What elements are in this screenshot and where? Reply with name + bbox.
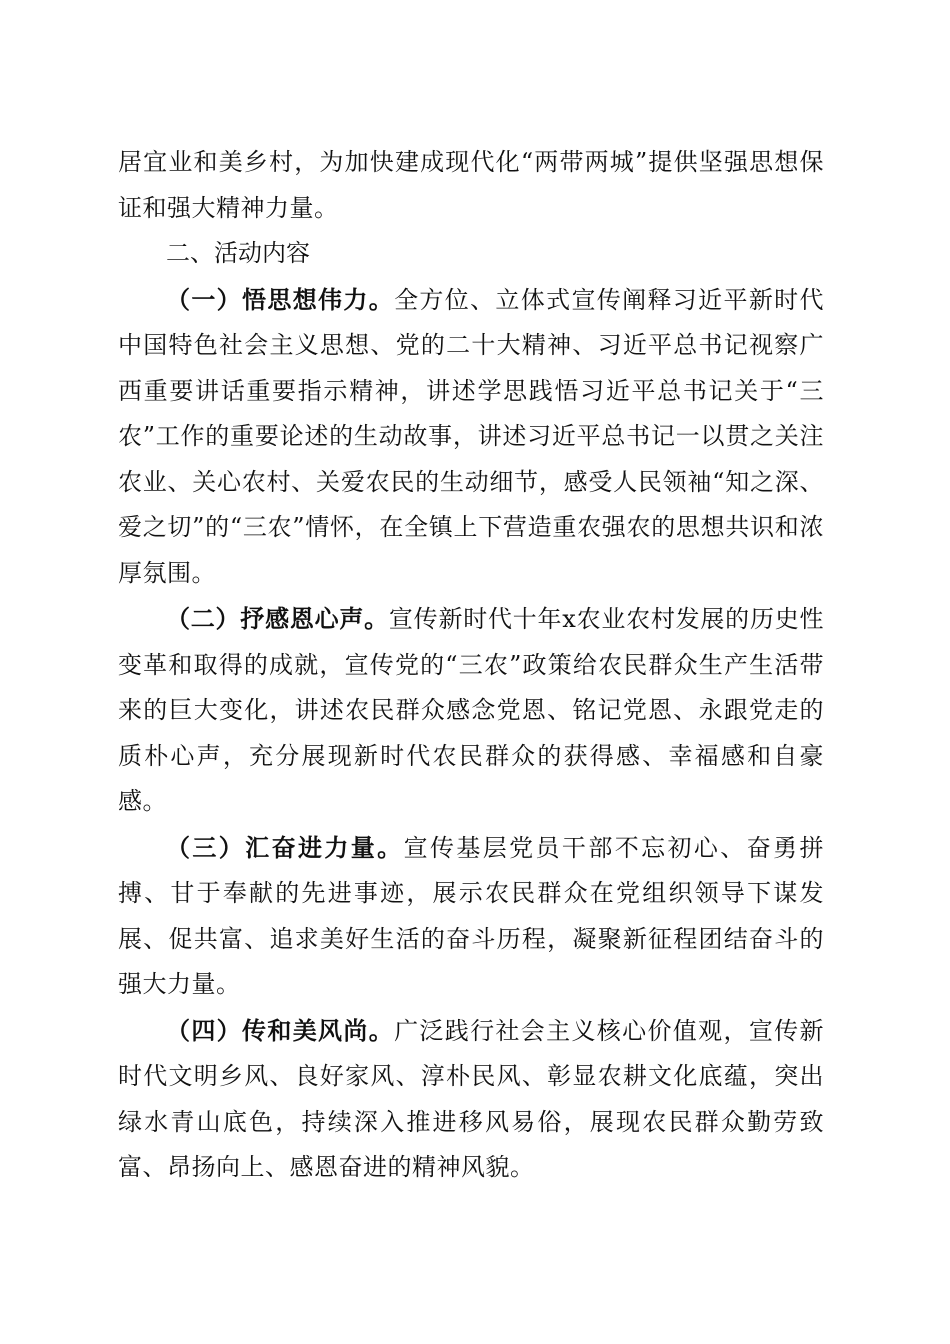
item-text-3: 宣传基层党员干部不忘初心、奋勇拼搏、甘于奉献的先进事迹，展示农民群众在党组织领导下谋发展、促共富、追求美好生活的奋斗历程，凝聚新征程团结奋斗的强大力量。 (118, 833, 824, 998)
item-lead-3: （三）汇奋进力量。 (166, 832, 404, 862)
item-text-4: 广泛践行社会主义核心价值观，宣传新时代文明乡风、良好家风、淳朴民风、彰显农耕文化底蕴，突出绿水青山底色，持续深入推进移风易俗，展现农民群众勤劳致富、昂扬向上、感恩奋进的精神风貌。 (118, 1016, 825, 1181)
item-lead-4: （四）传和美风尚。 (166, 1015, 395, 1045)
section-heading: 二、活动内容 (166, 239, 310, 267)
item-paragraph-3 (118, 825, 824, 1008)
item-lead-1: （一）悟思想伟力。 (166, 284, 395, 314)
item-paragraph-2 (118, 596, 824, 825)
item-paragraph-1 (118, 277, 824, 597)
item-paragraph-4 (118, 1008, 824, 1191)
document-body (118, 140, 824, 1191)
item-text-1: 全方位、立体式宣传阐释习近平新时代中国特色社会主义思想、党的二十大精神、习近平总书记视察广西重要讲话重要指示精神，讲述学思践悟习近平总书记关于“三农”工作的重要论述的生动故事，讲述习近平总书记一以贯之关注农业、关心农村、关爱农民的生动细节，感受人民领袖“知之深、爱之切”的“三农”情怀，在全镇上下营造重农强农的思想共识和浓厚氛围。 (118, 285, 825, 587)
item-lead-2: （二）抒感恩心声。 (166, 604, 389, 633)
item-text-2: 宣传新时代十年x农业农村发展的历史性变革和取得的成就，宣传党的“三农”政策给农民群众生产生活带来的巨大变化，讲述农民群众感念党恩、铭记党恩、永跟党走的质朴心声，充分展现新时代农民群众的获得感、幸福感和自豪感。 (118, 605, 824, 815)
intro-continuation-paragraph: 居宜业和美乡村，为加快建成现代化“两带两城”提供坚强思想保证和强大精神力量。 (118, 148, 824, 222)
